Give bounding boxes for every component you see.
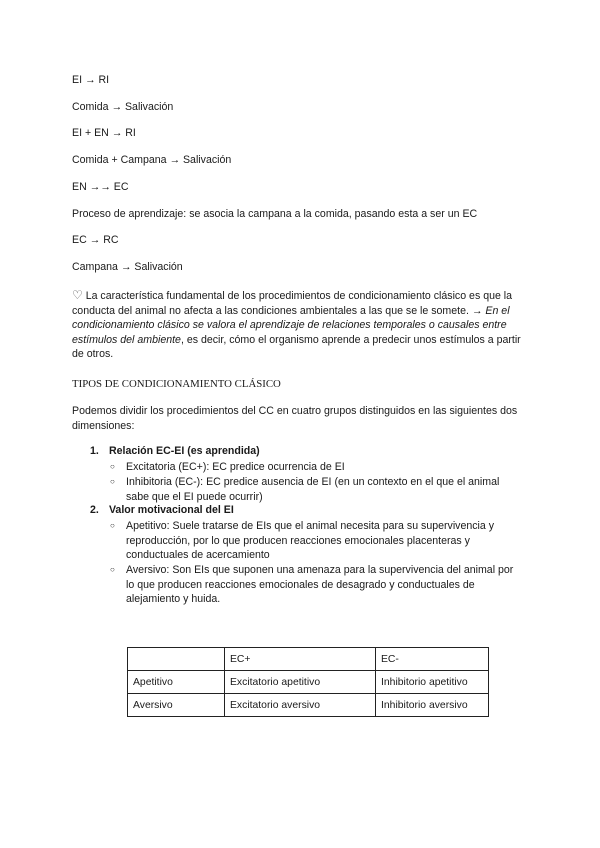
table-cell	[128, 648, 225, 671]
bullet-circle-icon: ○	[110, 462, 115, 471]
table-row	[128, 694, 489, 717]
sub-item	[110, 519, 516, 563]
sub-item-text: Aversivo: Son EIs que suponen una amenaza para la supervivencia del animal por lo que producen reacciones emocionales de desagrado y conductuales de alejamiento y huida.	[126, 564, 514, 606]
list-title: Valor motivacional del EI	[108, 504, 234, 516]
formula-line: EI + EN → RI	[72, 127, 136, 139]
list-item	[90, 504, 234, 516]
table-header-cell: EC-	[376, 648, 489, 671]
sub-item-text: Apetitivo: Suele tratarse de EIs que el animal necesita para su supervivencia y reproducción, por lo que producen reacciones emocionales placenteras y conductuales de acercamiento	[126, 520, 495, 562]
formula-line: EC → RC	[72, 234, 119, 246]
formula-line: EI → RI	[72, 74, 110, 86]
formula-line: Campana → Salivación	[72, 261, 183, 273]
intro-paragraph: Podemos dividir los procedimientos del CC en cuatro grupos distinguidos en las siguientes dos dimensiones:	[72, 405, 518, 432]
heart-icon: ♡	[72, 288, 83, 302]
table-header-cell: EC+	[225, 648, 376, 671]
note-text: La característica fundamental de los procedimientos de condicionamiento clásico es que la conducta del animal no afecta a las condiciones ambientales a las que se le somete. →	[72, 290, 513, 317]
sub-item	[110, 460, 516, 475]
formula-line: Comida → Salivación	[72, 101, 174, 113]
table-cell: Inhibitorio aversivo	[376, 694, 489, 717]
table-cell: Aversivo	[128, 694, 225, 717]
list-number: 2.	[90, 504, 99, 516]
note-paragraph	[72, 288, 530, 362]
note-text-end: , es decir, cómo el organismo aprende a predecir unos estímulos a partir de otros.	[72, 333, 521, 361]
sub-item-text: Inhibitoria (EC-): EC predice ausencia de EI (en un contexto en el que el animal sabe que el EI puede ocurrir)	[126, 476, 500, 503]
table-cell: Apetitivo	[128, 671, 225, 694]
bullet-circle-icon: ○	[110, 477, 115, 486]
formula-line: EN →→ EC	[72, 181, 129, 193]
formula-line: Proceso de aprendizaje: se asocia la campana a la comida, pasando esta a ser un EC	[72, 208, 478, 220]
formula-line: Comida + Campana → Salivación	[72, 154, 232, 166]
list-item	[90, 445, 260, 457]
classification-table	[127, 647, 489, 717]
bullet-circle-icon: ○	[110, 565, 115, 574]
note-italic-text: En el condicionamiento clásico se valora el aprendizaje de relaciones temporales o causales entre estímulos del ambiente	[72, 304, 510, 346]
table-header-row	[128, 648, 489, 671]
bullet-circle-icon: ○	[110, 521, 115, 530]
table-cell: Excitatorio aversivo	[225, 694, 376, 717]
table-row	[128, 671, 489, 694]
section-title: TIPOS DE CONDICIONAMIENTO CLÁSICO	[72, 378, 281, 390]
sub-item	[110, 563, 516, 607]
list-number: 1.	[90, 445, 99, 457]
sub-item-text: Excitatoria (EC+): EC predice ocurrencia de EI	[126, 461, 345, 473]
table-cell: Excitatorio apetitivo	[225, 671, 376, 694]
list-title: Relación EC-EI (es aprendida)	[108, 445, 260, 457]
sub-item	[110, 475, 516, 504]
table-cell: Inhibitorio apetitivo	[376, 671, 489, 694]
